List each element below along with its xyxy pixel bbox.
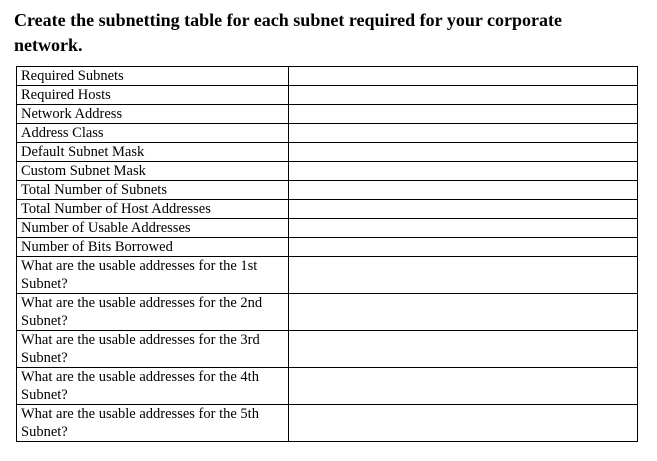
table-row [17, 124, 638, 143]
row-label: Address Class [17, 124, 289, 143]
table-row [17, 331, 638, 368]
answer-cell[interactable] [289, 405, 638, 442]
row-label: What are the usable addresses for the 4th Subnet? [17, 368, 289, 405]
table-row [17, 86, 638, 105]
answer-cell[interactable] [289, 105, 638, 124]
answer-cell[interactable] [289, 143, 638, 162]
answer-cell[interactable] [289, 368, 638, 405]
table-row [17, 238, 638, 257]
table-row [17, 143, 638, 162]
table-row [17, 257, 638, 294]
row-label: Number of Bits Borrowed [17, 238, 289, 257]
answer-cell[interactable] [289, 162, 638, 181]
table-row [17, 162, 638, 181]
row-label: What are the usable addresses for the 2nd Subnet? [17, 294, 289, 331]
row-label: Custom Subnet Mask [17, 162, 289, 181]
row-label: What are the usable addresses for the 1st Subnet? [17, 257, 289, 294]
table-row [17, 181, 638, 200]
table-row [17, 294, 638, 331]
answer-cell[interactable] [289, 200, 638, 219]
answer-cell[interactable] [289, 238, 638, 257]
answer-cell[interactable] [289, 331, 638, 368]
document-heading: Create the subnetting table for each subnet required for your corporate network. [14, 10, 562, 55]
answer-cell[interactable] [289, 67, 638, 86]
table-row [17, 368, 638, 405]
answer-cell[interactable] [289, 181, 638, 200]
row-label: Total Number of Subnets [17, 181, 289, 200]
row-label: Number of Usable Addresses [17, 219, 289, 238]
row-label: Network Address [17, 105, 289, 124]
row-label: Required Hosts [17, 86, 289, 105]
answer-cell[interactable] [289, 219, 638, 238]
row-label: What are the usable addresses for the 5th Subnet? [17, 405, 289, 442]
table-row [17, 105, 638, 124]
table-row [17, 67, 638, 86]
row-label: Default Subnet Mask [17, 143, 289, 162]
row-label: Total Number of Host Addresses [17, 200, 289, 219]
answer-cell[interactable] [289, 257, 638, 294]
subnetting-table [16, 66, 638, 442]
table-row [17, 200, 638, 219]
row-label: What are the usable addresses for the 3rd Subnet? [17, 331, 289, 368]
row-label: Required Subnets [17, 67, 289, 86]
table-row [17, 405, 638, 442]
table-row [17, 219, 638, 238]
answer-cell[interactable] [289, 86, 638, 105]
answer-cell[interactable] [289, 124, 638, 143]
answer-cell[interactable] [289, 294, 638, 331]
